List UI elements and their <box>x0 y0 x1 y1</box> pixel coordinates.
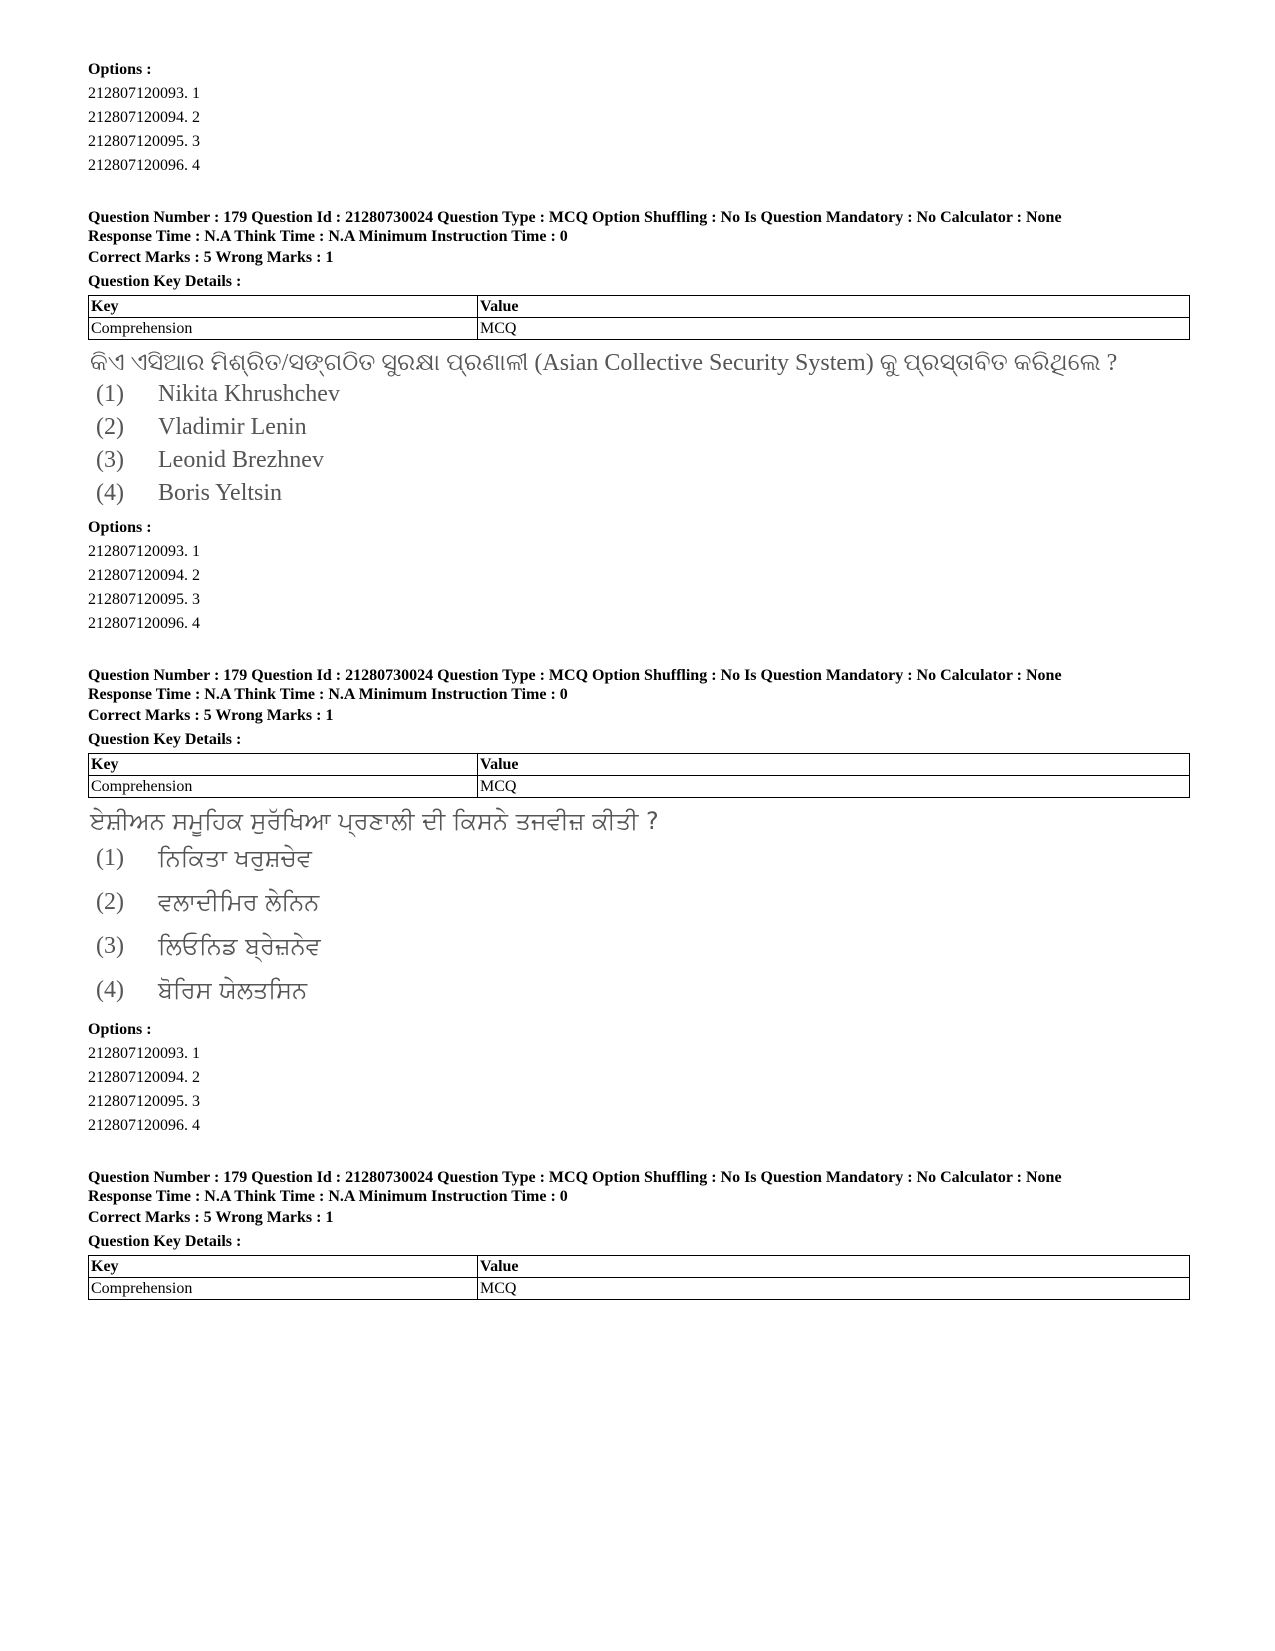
question-header: Question Number : 179 Question Id : 21280730024 Question Type : MCQ Option Shuffling : No Is Question Mandatory : No Calculator : None <box>88 209 1062 226</box>
option-line: 212807120094. 2 <box>88 109 200 126</box>
question-block <box>88 666 1188 1138</box>
value-header: Value <box>478 296 1190 318</box>
key-cell: Comprehension <box>89 1278 478 1300</box>
option-line: 212807120096. 4 <box>88 157 200 174</box>
option-line: 212807120093. 1 <box>88 85 200 102</box>
choice-number: (2) <box>96 889 124 915</box>
question-block <box>88 1168 1188 1300</box>
key-header: Key <box>89 296 478 318</box>
key-value-table <box>88 1255 1190 1300</box>
answer-choice <box>88 411 1188 444</box>
choice-label: ਲਿਓਨਿਡ ਬ੍ਰੇਜ਼ਨੇਵ <box>158 932 321 960</box>
choice-number: (1) <box>96 381 124 407</box>
response-time-line: Response Time : N.A Think Time : N.A Minimum Instruction Time : 0 <box>88 228 568 245</box>
question-header: Question Number : 179 Question Id : 21280730024 Question Type : MCQ Option Shuffling : No Is Question Mandatory : No Calculator : None <box>88 667 1062 684</box>
options-heading: Options : <box>88 519 152 536</box>
choice-number: (4) <box>96 977 124 1003</box>
choice-label: ਨਿਕਿਤਾ ਖਰੁਸ਼ਚੇਵ <box>158 844 312 872</box>
key-details-heading: Question Key Details : <box>88 273 242 290</box>
option-line: 212807120096. 4 <box>88 615 200 632</box>
choice-number: (3) <box>96 933 124 959</box>
answer-choice <box>88 836 1188 880</box>
key-header: Key <box>89 754 478 776</box>
question-header: Question Number : 179 Question Id : 21280730024 Question Type : MCQ Option Shuffling : No Is Question Mandatory : No Calculator : None <box>88 1169 1062 1186</box>
question-text: କିଏ ଏସିଆର ମିଶ୍ରିତ/ସଙ୍ଗଠିତ ସୁରକ୍ଷା ପ୍ରଣାଳୀ (Asian Collective Security System) କୁ ପ୍ରସ୍ତାବିତ କରିଥିଲେ ? <box>90 350 1118 376</box>
question-text: ਏਸ਼ੀਅਨ ਸਮੂਹਿਕ ਸੁਰੱਖਿਆ ਪ੍ਰਣਾਲੀ ਦੀ ਕਿਸਨੇ ਤਜਵੀਜ਼ ਕੀਤੀ ? <box>90 807 659 835</box>
option-line: 212807120093. 1 <box>88 1045 200 1062</box>
document-page <box>88 58 1188 1330</box>
answer-choice <box>88 968 1188 1012</box>
key-value-table <box>88 753 1190 798</box>
choice-label: Vladimir Lenin <box>158 414 307 440</box>
question-image <box>88 348 1188 510</box>
answer-choice <box>88 378 1188 411</box>
response-time-line: Response Time : N.A Think Time : N.A Minimum Instruction Time : 0 <box>88 1188 568 1205</box>
choice-number: (1) <box>96 845 124 871</box>
key-details-heading: Question Key Details : <box>88 731 242 748</box>
answer-choice <box>88 444 1188 477</box>
marks-line: Correct Marks : 5 Wrong Marks : 1 <box>88 707 334 724</box>
key-details-heading: Question Key Details : <box>88 1233 242 1250</box>
response-time-line: Response Time : N.A Think Time : N.A Minimum Instruction Time : 0 <box>88 686 568 703</box>
choice-number: (2) <box>96 414 124 440</box>
choice-label: Boris Yeltsin <box>158 480 283 506</box>
option-line: 212807120095. 3 <box>88 591 200 608</box>
choice-number: (4) <box>96 480 124 506</box>
options-section <box>88 58 1188 178</box>
value-cell: MCQ <box>478 1278 1190 1300</box>
option-line: 212807120094. 2 <box>88 1069 200 1086</box>
value-header: Value <box>478 1256 1190 1278</box>
option-line: 212807120095. 3 <box>88 1093 200 1110</box>
choice-number: (3) <box>96 447 124 473</box>
value-cell: MCQ <box>478 776 1190 798</box>
value-header: Value <box>478 754 1190 776</box>
key-cell: Comprehension <box>89 776 478 798</box>
options-heading: Options : <box>88 1021 152 1038</box>
option-line: 212807120093. 1 <box>88 543 200 560</box>
choice-label: ਵਲਾਦੀਮਿਰ ਲੇਨਿਨ <box>158 888 320 916</box>
answer-choice <box>88 477 1188 510</box>
answer-choice <box>88 880 1188 924</box>
marks-line: Correct Marks : 5 Wrong Marks : 1 <box>88 249 334 266</box>
answer-choice <box>88 924 1188 968</box>
value-cell: MCQ <box>478 318 1190 340</box>
option-line: 212807120095. 3 <box>88 133 200 150</box>
choice-label: Leonid Brezhnev <box>158 447 324 473</box>
choice-label: ਬੋਰਿਸ ਯੇਲਤਸਿਨ <box>158 976 308 1004</box>
key-cell: Comprehension <box>89 318 478 340</box>
question-block <box>88 208 1188 636</box>
key-value-table <box>88 295 1190 340</box>
choice-label: Nikita Khrushchev <box>158 381 340 407</box>
options-heading: Options : <box>88 61 152 78</box>
option-line: 212807120096. 4 <box>88 1117 200 1134</box>
key-header: Key <box>89 1256 478 1278</box>
marks-line: Correct Marks : 5 Wrong Marks : 1 <box>88 1209 334 1226</box>
question-image <box>88 806 1188 1012</box>
option-line: 212807120094. 2 <box>88 567 200 584</box>
